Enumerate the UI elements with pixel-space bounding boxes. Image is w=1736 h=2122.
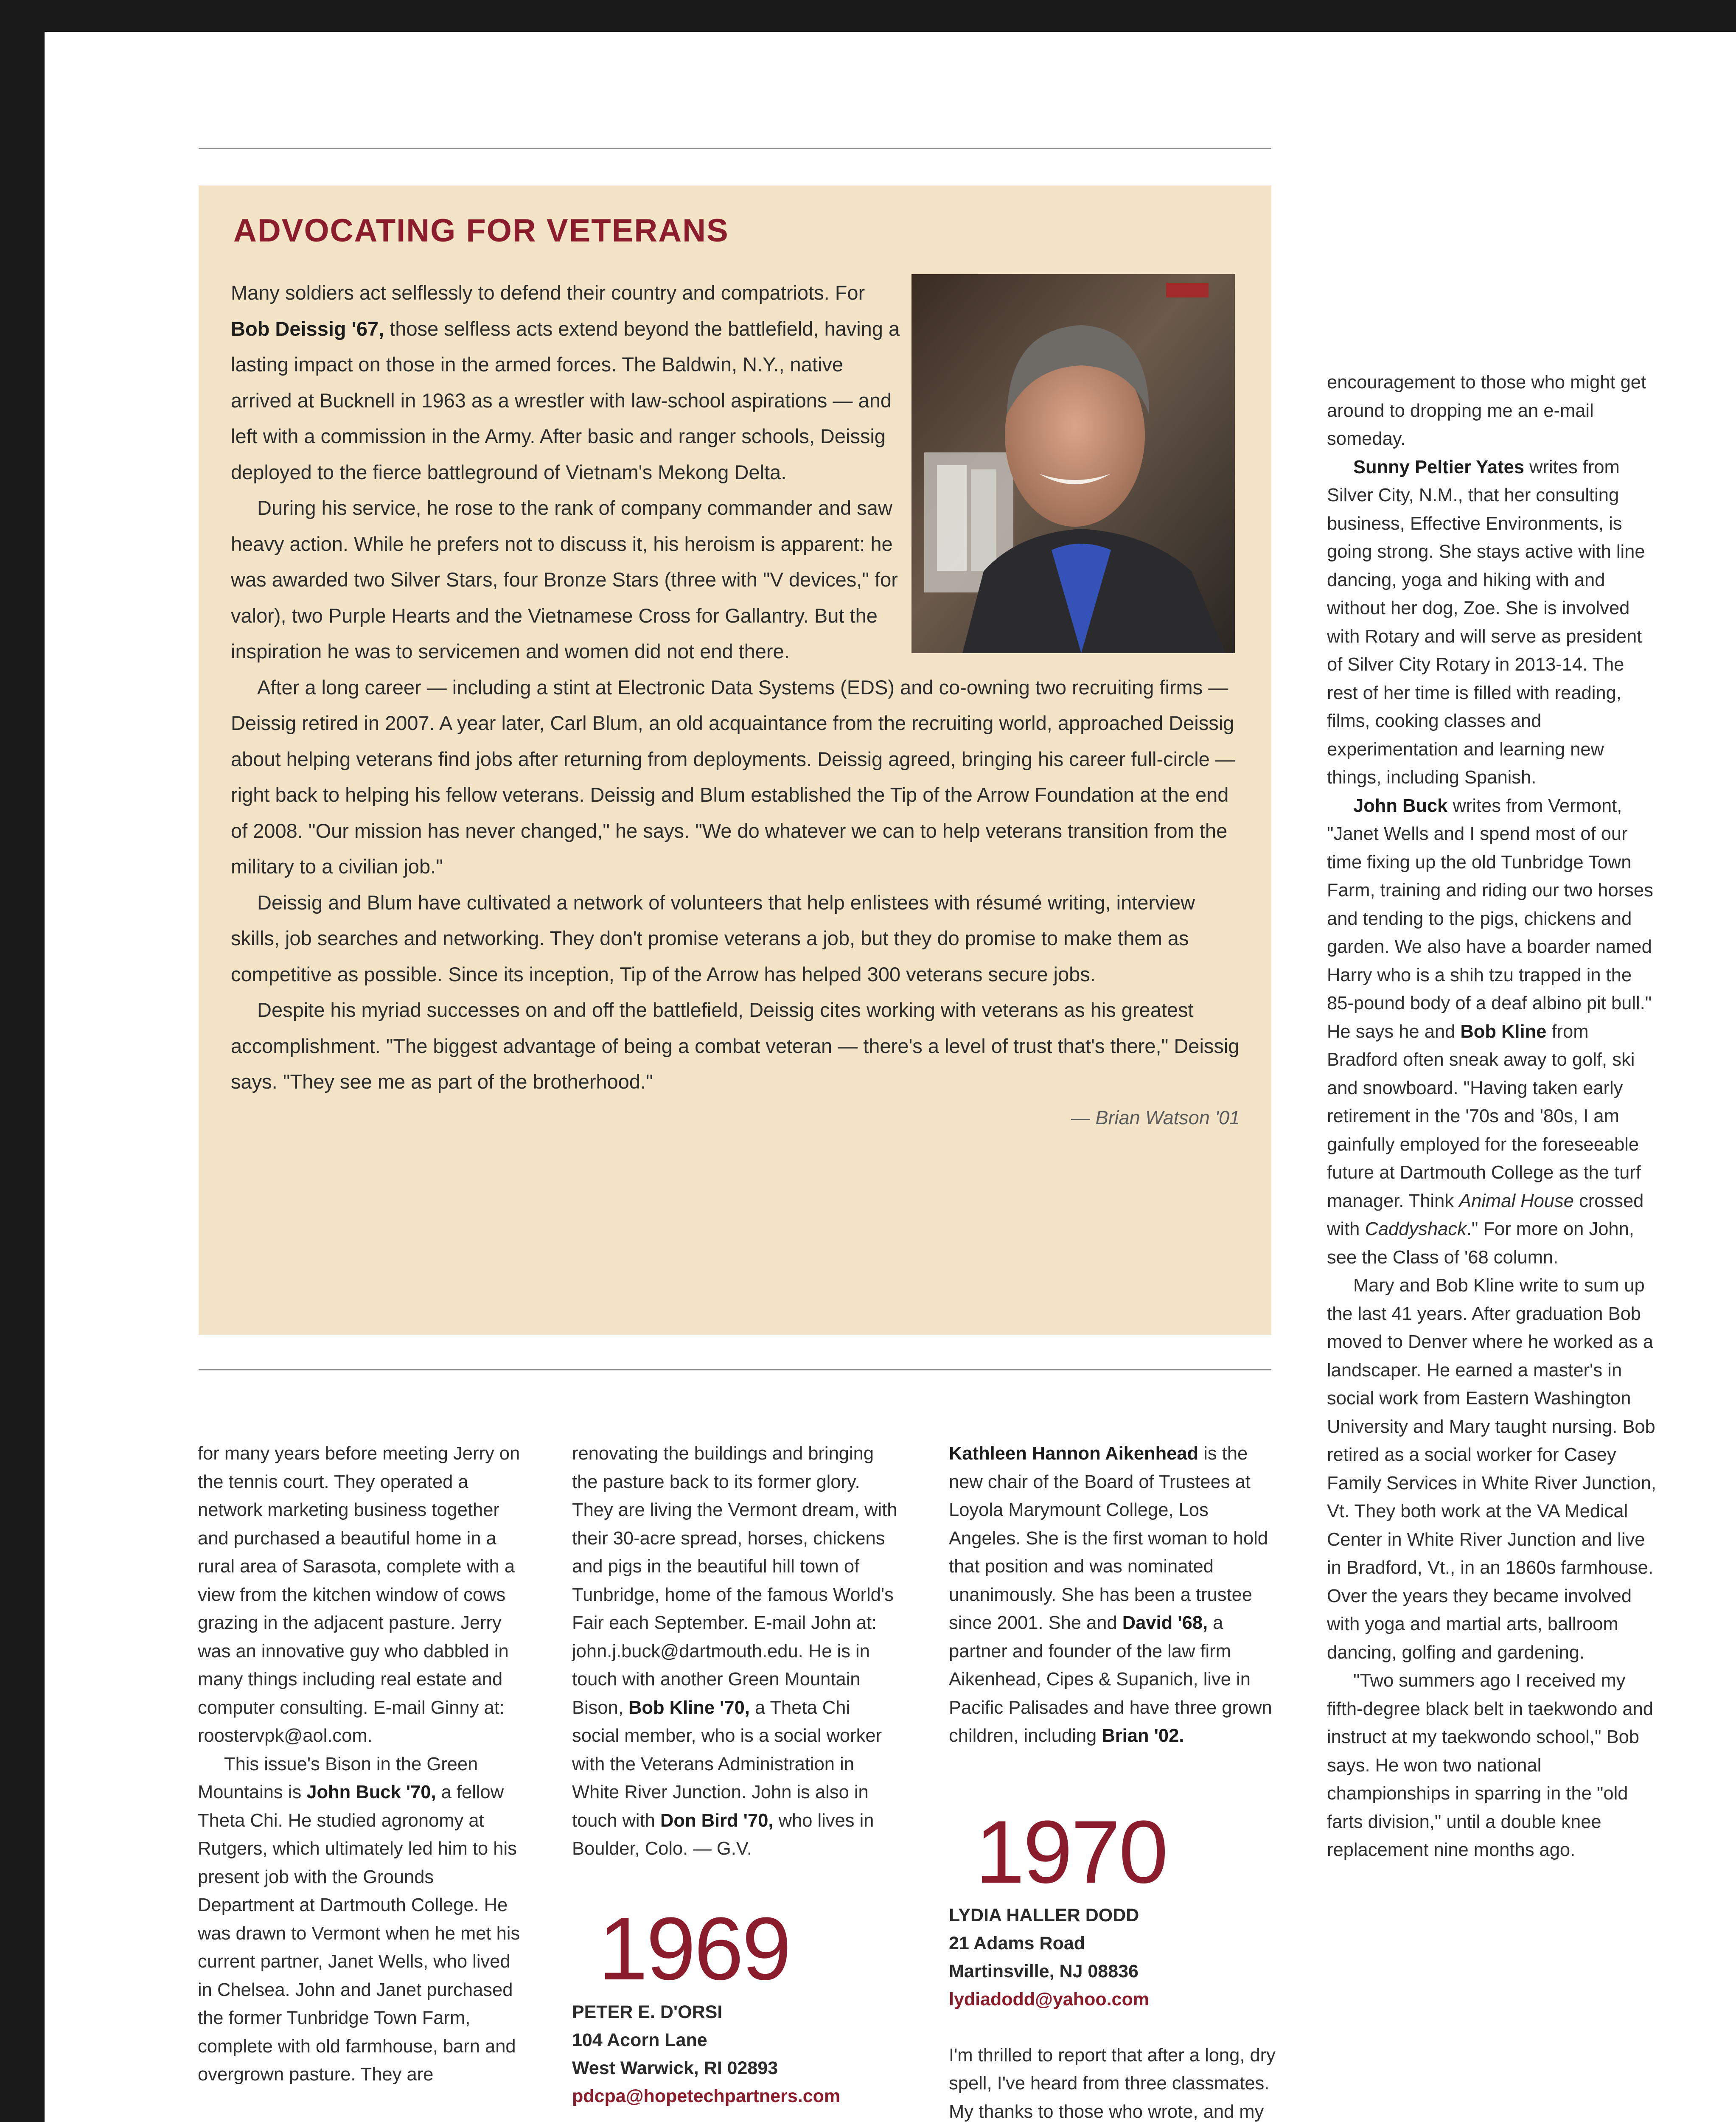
body-paragraph bbox=[198, 1750, 521, 2089]
sidebar-paragraph: After a long career — including a stint at Electronic Data Systems (EDS) and co-owning two recruiting firms — Deissig retired in 2007. A year later, Carl Blum, an old acquaintance from the recruiting world, approached Deissig about helping veterans find jobs after returning from deployments. Deissig agreed, bringing his career full-circle — right back to helping his fellow veterans. Deissig and Blum established the Tip of the Arrow Foundation at the end of 2008. "Our mission has never changed," he says. "We do whatever we can to help veterans transition from the military to a civilian job." bbox=[231, 676, 1235, 878]
body-paragraph: "Two summers ago I received my fifth-degree black belt in taekwondo and instruct at my taekwondo school," Bob says. He won two national championships in sparring in the "old farts division," until a double knee replacement nine months ago. bbox=[1327, 1670, 1654, 1860]
contact-street: 21 Adams Road bbox=[949, 1933, 1085, 1954]
contact-name: PETER E. D'ORSI bbox=[572, 2001, 723, 2022]
contact-street: 104 Acorn Lane bbox=[572, 2029, 707, 2050]
bold-name: Bob Kline '70, bbox=[628, 1697, 750, 1718]
text-span: ." For more on John, see the Class of '68 column. bbox=[1327, 1219, 1634, 1268]
text-span: a fellow Theta Chi. He studied agronomy at Rutgers, which ultimately led him to his present job with the Grounds Department at Dartmouth College. He was drawn to Vermont when he met his current partner, Janet Wells, who lived in Chelsea. John and Janet purchased the former Tunbridge Town Farm, complete with old farmhouse, barn and overgrown pasture. They are bbox=[198, 1782, 520, 2085]
column-1 bbox=[198, 1440, 521, 2089]
body-paragraph bbox=[949, 1440, 1276, 1750]
bold-name: Bob Kline bbox=[1460, 1021, 1547, 1042]
body-paragraph: for many years before meeting Jerry on the tennis court. They operated a network marketing business together and purchased a beautiful home in a rural area of Sarasota, complete with a view from the kitchen window of cows grazing in the adjacent pasture. Jerry was an innovative guy who dabbled in many things including real estate and computer consulting. E-mail Ginny at: roostervpk@aol.com. bbox=[198, 1443, 520, 1746]
body-paragraph bbox=[572, 1440, 900, 1863]
text-span: is the new chair of the Board of Trustees at Loyola Marymount College, Los Angeles. She is the first woman to hold that position and was nominated unanimously. She has been a trustee since 2001. She and bbox=[949, 1443, 1268, 1633]
bold-name: John Buck bbox=[1353, 795, 1448, 816]
bold-name: Don Bird '70, bbox=[660, 1810, 774, 1831]
bold-name: Bob Deissig '67, bbox=[231, 317, 384, 340]
italic-title: Caddyshack bbox=[1365, 1219, 1467, 1239]
body-paragraph: I'm thrilled to report that after a long, dry spell, I've heard from three classmates. My thanks to those who wrote, and my bbox=[949, 2045, 1276, 2122]
body-paragraph bbox=[1327, 453, 1660, 792]
contact-email-link[interactable]: lydiadodd@yahoo.com bbox=[949, 1989, 1149, 2010]
text-span: renovating the buildings and bringing the pasture back to its former glory. They are living the Vermont dream, with their 30-acre spread, horses, chickens and pigs in the beautiful hill town of Tunbridge, home of the famous World's Fair each September. E-mail John at: john.j.buck@dartmouth.edu. He is in touch with another Green Mountain Bison, bbox=[572, 1443, 897, 1718]
column-4 bbox=[1327, 368, 1660, 1864]
sidebar-title: ADVOCATING FOR VETERANS bbox=[233, 213, 729, 249]
bold-name: Kathleen Hannon Aikenhead bbox=[949, 1443, 1199, 1464]
sidebar-paragraph: During his service, he rose to the rank of company commander and saw heavy action. While he prefers not to discuss it, his heroism is apparent: he was awarded two Silver Stars, four Bronze Stars (three with "V devices," for valor), two Purple Hearts and the Vietnamese Cross for Gallantry. But the inspiration he was to servicemen and women did not end there. bbox=[231, 497, 898, 662]
top-rule bbox=[199, 148, 1271, 149]
text-span: Many soldiers act selflessly to defend their country and compatriots. For bbox=[231, 281, 865, 304]
text-span: who lives in Boulder, Colo. — G.V. bbox=[572, 1810, 874, 1859]
text-span: those selfless acts extend beyond the battlefield, having a lasting impact on those in the armed forces. The Baldwin, N.Y., native arrived at Bucknell in 1963 as a wrestler with law-school aspirations — and left with a commission in the Army. After basic and ranger schools, Deissig deployed to the fierce battleground of Vietnam's Mekong Delta. bbox=[231, 317, 900, 483]
text-span: a Theta Chi social member, who is a social worker with the Veterans Administration in White River Junction. John is also in touch with bbox=[572, 1697, 882, 1831]
column-3 bbox=[949, 1440, 1276, 2122]
bold-name: Brian '02. bbox=[1102, 1726, 1184, 1746]
middle-rule bbox=[199, 1369, 1271, 1370]
text-span: a partner and founder of the law firm Aikenhead, Cipes & Supanich, live in Pacific Palisades and have three grown children, including bbox=[949, 1613, 1272, 1746]
italic-title: Animal House bbox=[1459, 1190, 1574, 1211]
text-span: crossed with bbox=[1327, 1190, 1644, 1239]
body-paragraph: encouragement to those who might get around to dropping me an e-mail someday. bbox=[1327, 372, 1646, 449]
contact-email-link[interactable]: pdcpa@hopetechpartners.com bbox=[572, 2086, 841, 2106]
class-contact bbox=[949, 1901, 1276, 2013]
sidebar-paragraph: Deissig and Blum have cultivated a network of volunteers that help enlistees with résumé writing, interview skills, job searches and networking. They don't promise veterans a job, but they do promise to make them as competitive as possible. Since its inception, Tip of the Arrow has helped 300 veterans secure jobs. bbox=[231, 891, 1195, 985]
body-paragraph: Mary and Bob Kline write to sum up the last 41 years. After graduation Bob moved to Denver where he worked as a landscaper. He earned a master's in social work from Eastern Washington University and Mary taught nursing. Bob retired as a social worker for Casey Family Services in White River Junction, Vt. They both work at the VA Medical Center in White River Junction and live in Bradford, Vt., in an 1860s farmhouse. Over the years they became involved with yoga and martial arts, ballroom dancing, golfing and gardening. bbox=[1327, 1275, 1656, 1663]
bold-name: John Buck '70, bbox=[306, 1782, 436, 1802]
contact-city: Martinsville, NJ 08836 bbox=[949, 1961, 1139, 1982]
sidebar-article bbox=[231, 275, 1244, 1136]
column-2 bbox=[572, 1440, 900, 2110]
class-year-heading: 1970 bbox=[975, 1802, 1167, 1902]
text-span: writes from Silver City, N.M., that her consulting business, Effective Environments, is going strong. She stays active with line dancing, yoga and hiking with and without her dog, Zoe. She is involved with Rotary and will serve as president of Silver City Rotary in 2013-14. The rest of her time is filled with reading, films, cooking classes and experimentation and learning new things, including Spanish. bbox=[1327, 457, 1645, 788]
author-signature: — Brian Watson '01 bbox=[1071, 1106, 1240, 1128]
text-span: This issue's Bison in the Green Mountains is bbox=[198, 1754, 478, 1802]
bold-name: Sunny Peltier Yates bbox=[1353, 457, 1524, 477]
contact-name: LYDIA HALLER DODD bbox=[949, 1905, 1139, 1926]
text-span: from Bradford often sneak away to golf, ski and snowboard. "Having taken early retirement in the '70s and '80s, I am gainfully employed for the foreseeable future at Dartmouth College as the turf manager. Think bbox=[1327, 1021, 1641, 1211]
class-year-heading: 1969 bbox=[598, 1898, 790, 1998]
photo-float-space bbox=[909, 275, 1244, 668]
text-span: writes from Vermont, "Janet Wells and I spend most of our time fixing up the old Tunbridge Town Farm, training and riding our two horses and tending to the pigs, chickens and garden. We also have a boarder named Harry who is a shih tzu trapped in the 85-pound body of a deaf albino pit bull." He says he and bbox=[1327, 795, 1653, 1042]
body-paragraph bbox=[1327, 792, 1660, 1272]
class-contact bbox=[572, 1998, 900, 2110]
bold-name: David '68, bbox=[1122, 1613, 1208, 1633]
contact-city: West Warwick, RI 02893 bbox=[572, 2057, 778, 2078]
sidebar-paragraph: Despite his myriad successes on and off the battlefield, Deissig cites working with veterans as his greatest accomplishment. "The biggest advantage of being a combat veteran — there's a level of trust that's there," Deissig says. "They see me as part of the brotherhood." bbox=[231, 999, 1240, 1093]
